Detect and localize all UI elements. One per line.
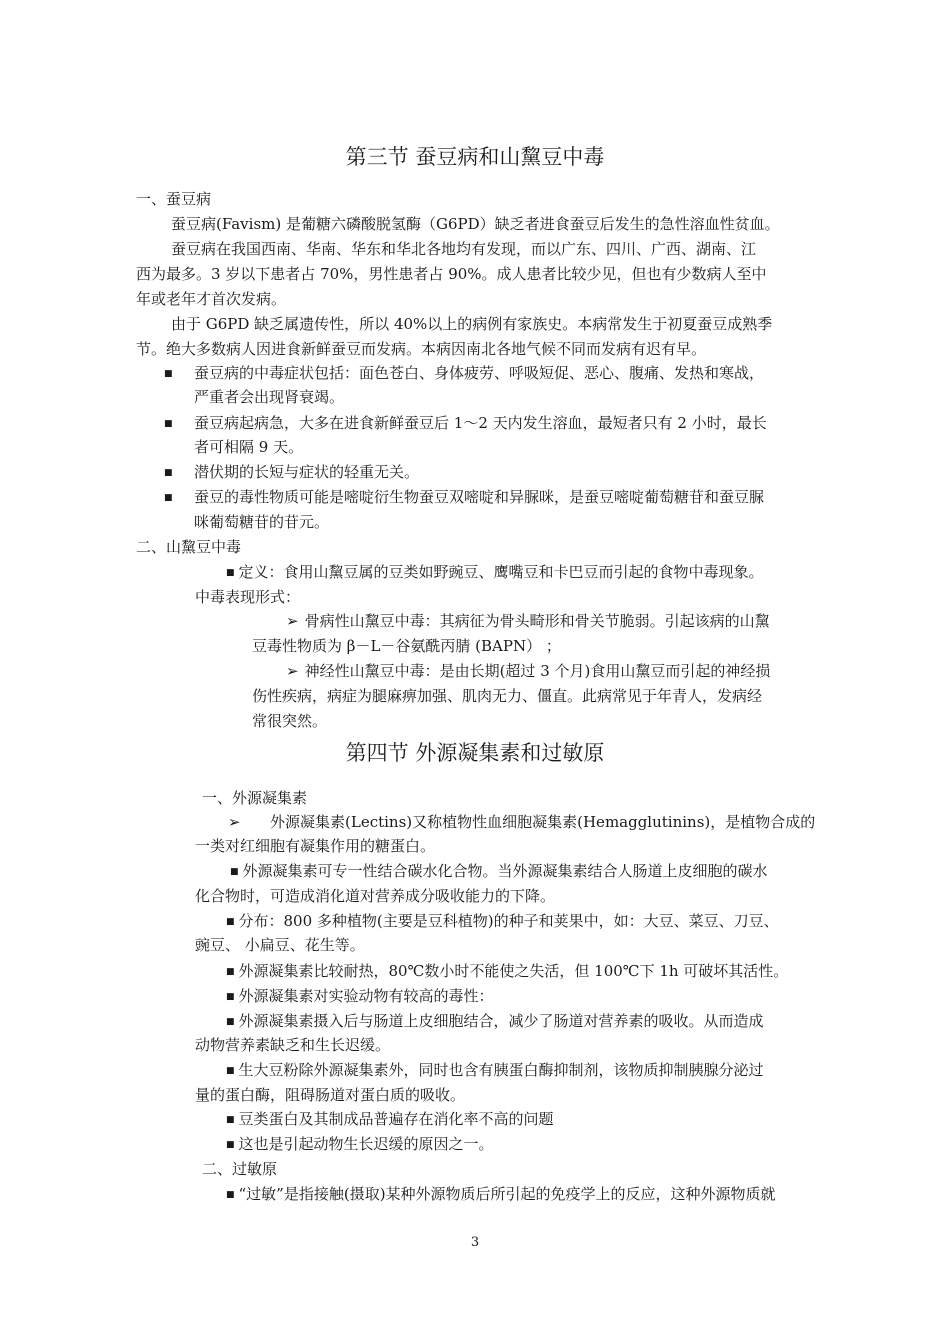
definition-line	[226, 561, 764, 584]
bullet-line: 严重者会出现肾衰竭。	[194, 388, 345, 406]
bullet-line: 咪葡萄糖苷的苷元。	[194, 513, 330, 531]
bullet-text: 外源凝集素对实验动物有较高的毒性：	[238, 987, 494, 1005]
forms-label: 中毒表现形式：	[195, 588, 301, 606]
bullet-square-icon: ■	[226, 1115, 235, 1125]
bullet-item	[226, 1133, 494, 1156]
bullet-text: “过敏”是指接触(摄取)某种外源物质后所引起的免疫学上的反应，这种外源物质就	[238, 1185, 776, 1203]
bullet-text: 这也是引起动物生长迟缓的原因之一。	[238, 1135, 494, 1153]
bullet-square-icon: ■	[226, 992, 235, 1002]
bullet-line: 者可相隔 9 天。	[194, 438, 304, 456]
paragraph-line: 外源凝集素(Lectins)又称植物性血细胞凝集素(Hemagglutinins)，是植物合成的	[270, 813, 816, 831]
arrow-bullet-icon: ➢	[286, 612, 299, 630]
bullet-square-icon: ■	[226, 967, 235, 977]
paragraph-line: 节。绝大多数病人因进食新鲜蚕豆而发病。本病因南北各地气候不同而发病有迟有早。	[136, 340, 707, 358]
definition-text: 定义：食用山黧豆属的豆类如野豌豆、鹰嘴豆和卡巴豆而引起的食物中毒现象。	[238, 563, 764, 581]
bullet-line: 蚕豆病的中毒症状包括：面色苍白、身体疲劳、呼吸短促、恶心、腹痛、发热和寒战，	[194, 364, 765, 382]
bullet-item	[230, 860, 768, 883]
bullet-line: 蚕豆的毒性物质可能是嘧啶衍生物蚕豆双嘧啶和异脲咪，是蚕豆嘧啶葡萄糖苷和蚕豆脲	[194, 488, 765, 506]
bullet-item	[226, 910, 779, 933]
bullet-square-icon: ■	[226, 1066, 235, 1076]
heading-allergens: 二、过敏原	[202, 1160, 278, 1178]
bullet-text: 分布：800 多种植物(主要是豆科植物)的种子和荚果中，如：大豆、菜豆、刀豆、	[238, 912, 779, 930]
heading-favism: 一、蚕豆病	[136, 190, 212, 208]
bullet-item	[226, 1108, 554, 1131]
form-item	[286, 610, 770, 632]
page-number: 3	[470, 1235, 480, 1250]
bullet-square-icon: ■	[226, 1017, 235, 1027]
bullet-item	[226, 1059, 764, 1082]
form-text: 骨病性山黧豆中毒：其病征为骨头畸形和骨关节脆弱。引起该病的山黧	[304, 612, 770, 630]
bullet-line: 潜伏期的长短与症状的轻重无关。	[194, 463, 420, 481]
paragraph-line: 豌豆、 小扁豆、花生等。	[195, 936, 365, 954]
heading-lathyrism: 二、山黧豆中毒	[136, 538, 242, 556]
bullet-text: 生大豆粉除外源凝集素外，同时也含有胰蛋白酶抑制剂，该物质抑制胰腺分泌过	[238, 1061, 764, 1079]
bullet-text: 外源凝集素比较耐热，80℃数小时不能使之失活，但 100℃下 1h 可破坏其活性。	[238, 962, 789, 980]
arrow-bullet-icon: ➢	[228, 813, 241, 831]
bullet-square-icon: ■	[226, 1140, 235, 1150]
bullet-square-icon: ■	[164, 369, 173, 379]
form-text: 神经性山黧豆中毒：是由长期(超过 3 个月)食用山黧豆而引起的神经损	[304, 662, 771, 680]
bullet-square-icon: ■	[164, 419, 173, 429]
bullet-square-icon: ■	[164, 493, 173, 503]
bullet-text: 外源凝集素可专一性结合碳水化合物。当外源凝集素结合人肠道上皮细胞的碳水	[242, 862, 768, 880]
paragraph-line: 一类对红细胞有凝集作用的糖蛋白。	[195, 837, 436, 855]
bullet-item	[226, 1010, 764, 1033]
bullet-square-icon: ■	[226, 568, 235, 578]
form-line: 伤性疾病，病症为腿麻痹加强、肌肉无力、僵直。此病常见于年青人，发病经	[252, 687, 763, 705]
bullet-item	[226, 985, 494, 1008]
bullet-item	[226, 1183, 776, 1206]
paragraph-line: 蚕豆病(Favism) 是葡糖六磷酸脱氢酶（G6PD）缺乏者进食蚕豆后发生的急性溶血性贫血。	[171, 215, 780, 233]
paragraph-line: 西为最多。3 岁以下患者占 70%，男性患者占 90%。成人患者比较少见，但也有少数病人至中	[136, 265, 767, 283]
bullet-line: 蚕豆病起病急，大多在进食新鲜蚕豆后 1～2 天内发生溶血，最短者只有 2 小时，最长	[194, 414, 767, 432]
form-line: 豆毒性物质为 β－L－谷氨酰丙腈 (BAPN） ；	[252, 637, 561, 655]
bullet-text: 外源凝集素摄入后与肠道上皮细胞结合，减少了肠道对营养素的吸收。从而造成	[238, 1012, 764, 1030]
paragraph-line: 化合物时，可造成消化道对营养成分吸收能力的下降。	[195, 887, 556, 905]
form-item	[286, 660, 770, 682]
form-line: 常很突然。	[252, 712, 328, 730]
paragraph-line: 年或老年才首次发病。	[136, 290, 287, 308]
bullet-item	[226, 960, 788, 983]
paragraph-line: 动物营养素缺乏和生长迟缓。	[195, 1036, 391, 1054]
paragraph-line: 蚕豆病在我国西南、华南、华东和华北各地均有发现，而以广东、四川、广西、湖南、江	[171, 240, 757, 258]
section-4-title: 第四节 外源凝集素和过敏原	[345, 741, 605, 765]
section-3-title: 第三节 蚕豆病和山黧豆中毒	[345, 145, 605, 169]
arrow-bullet-icon: ➢	[286, 662, 299, 680]
bullet-square-icon: ■	[230, 867, 239, 877]
bullet-square-icon: ■	[226, 917, 235, 927]
heading-lectins: 一、外源凝集素	[202, 789, 308, 807]
bullet-text: 豆类蛋白及其制成品普遍存在消化率不高的问题	[238, 1110, 554, 1128]
paragraph-line: 量的蛋白酶，阻碍肠道对蛋白质的吸收。	[195, 1086, 466, 1104]
bullet-square-icon: ■	[226, 1190, 235, 1200]
paragraph-line: 由于 G6PD 缺乏属遗传性，所以 40%以上的病例有家族史。本病常发生于初夏蚕豆成熟季	[171, 315, 773, 333]
bullet-square-icon: ■	[164, 468, 173, 478]
